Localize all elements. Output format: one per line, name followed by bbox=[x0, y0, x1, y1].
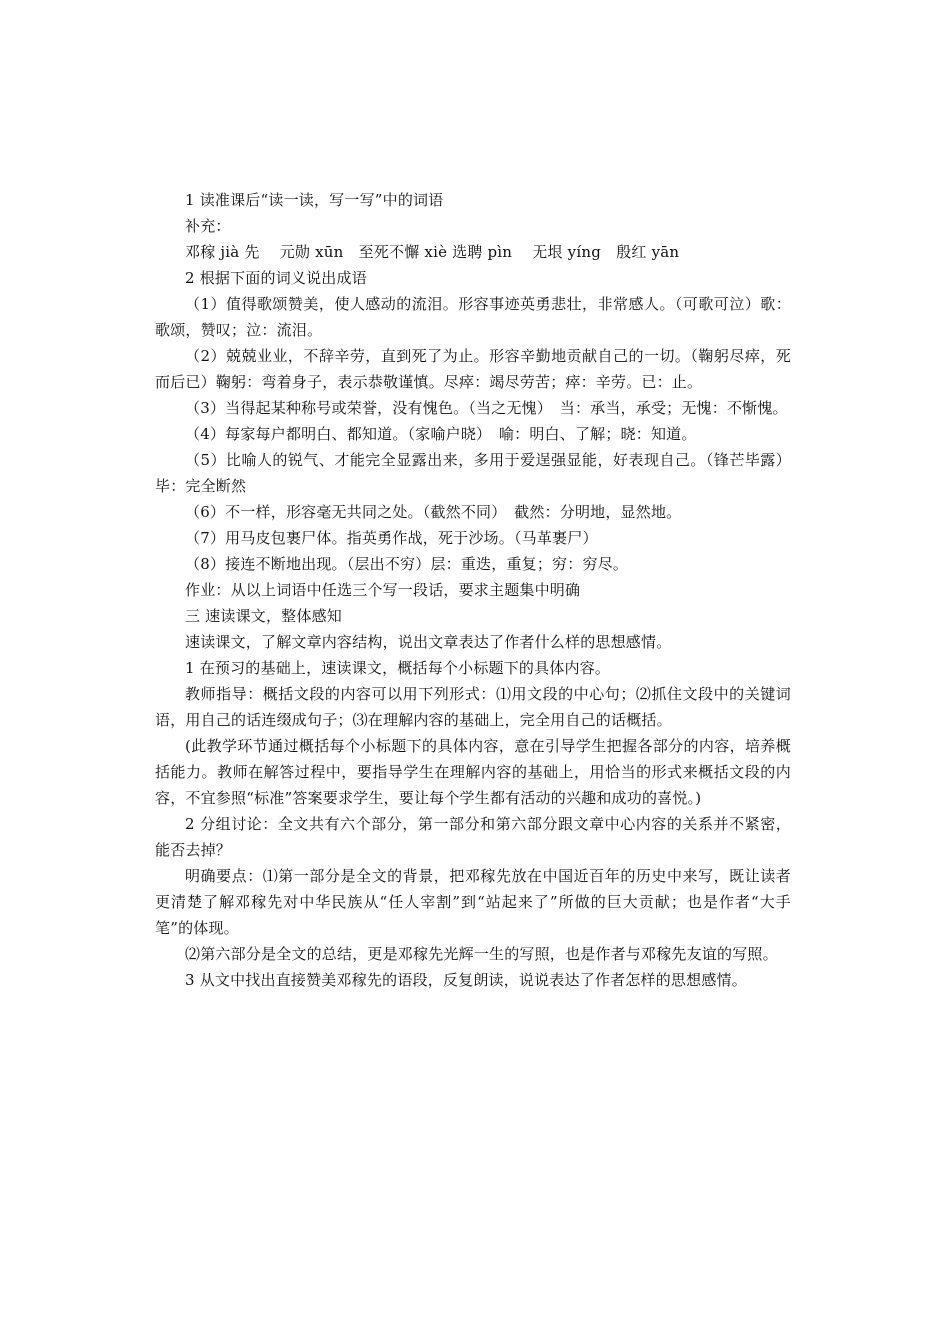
section3-intro: 速读课文，了解文章内容结构，说出文章表达了作者什么样的思想感情。 bbox=[185, 633, 672, 651]
teaching-note: (此教学环节通过概括每个小标题下的具体内容，意在引导学生把握各部分的内容，培养概括能力。教师在解答过程中，要指导学生在理解内容的基础上，用恰当的形式来概括文段的内容，不宜参照“标准”答案要求学生，要让每个学生都有活动的兴趣和成功的喜悦。) bbox=[155, 737, 791, 807]
idiom-item-7: （7）用马皮包裹尸体。指英勇作战，死于沙场。（马革裹尸） bbox=[185, 529, 598, 547]
document-body bbox=[155, 187, 791, 993]
idiom-item-6: （6）不一样，形容毫无共同之处。（截然不同） 截然：分明地，显然地。 bbox=[185, 503, 682, 521]
idiom-item-1: （1）值得歌颂赞美，使人感动的流泪。形容事迹英勇悲壮，非常感人。（可歌可泣）歌：歌颂，赞叹；泣：流泪。 bbox=[155, 295, 791, 339]
key-point-1: 明确要点：⑴第一部分是全文的背景，把邓稼先放在中国近百年的历史中来写，既让读者更清楚了解邓稼先对中华民族从“任人宰割”到“站起来了”所做的巨大贡献；也是作者“大手笔”的体现。 bbox=[155, 867, 791, 937]
heading-idioms: 2 根据下面的词义说出成语 bbox=[185, 269, 367, 287]
idiom-item-8: （8）接连不断地出现。（层出不穷）层：重迭，重复；穷：穷尽。 bbox=[185, 555, 629, 573]
teacher-guide: 教师指导：概括文段的内容可以用下列形式：⑴用文段的中心句；⑵抓住文段中的关键词语，用自己的话连缀成句子；⑶在理解内容的基础上，完全用自己的话概括。 bbox=[155, 685, 791, 729]
idiom-item-3: （3）当得起某种称号或荣誉，没有愧色。（当之无愧） 当：承当，承受；无愧：不惭愧。 bbox=[185, 399, 788, 417]
idiom-item-5: （5）比喻人的锐气、才能完全显露出来，多用于爱逞强显能，好表现自己。（锋芒毕露）毕：完全断然 bbox=[155, 451, 791, 495]
pinyin-words: 邓稼 jià 先 元勋 xūn 至死不懈 xiè 选聘 pìn 无垠 yíng 殷红 yān bbox=[185, 243, 680, 261]
key-point-2: ⑵第六部分是全文的总结，更是邓稼先光辉一生的写照，也是作者与邓稼先友谊的写照。 bbox=[185, 945, 778, 963]
heading-read-words: 1 读准课后“读一读，写一写”中的词语 bbox=[185, 191, 444, 209]
idiom-item-4: （4）每家每户都明白、都知道。（家喻户晓） 喻：明白、了解；晓：知道。 bbox=[185, 425, 697, 443]
task-2: 2 分组讨论：全文共有六个部分，第一部分和第六部分跟文章中心内容的关系并不紧密，能否去掉？ bbox=[155, 815, 791, 859]
section3-heading: 三 速读课文，整体感知 bbox=[185, 607, 342, 625]
homework-text: 作业：从以上词语中任选三个写一段话，要求主题集中明确 bbox=[185, 581, 581, 599]
supplement-label: 补充： bbox=[185, 217, 231, 235]
task-1: 1 在预习的基础上，速读课文，概括每个小标题下的具体内容。 bbox=[185, 659, 611, 677]
idiom-item-2: （2）兢兢业业，不辞辛劳，直到死了为止。形容辛勤地贡献自己的一切。（鞠躬尽瘁，死而后已）鞠躬：弯着身子，表示恭敬谨慎。尽瘁：竭尽劳苦；瘁：辛劳。已：止。 bbox=[155, 347, 791, 391]
task-3: 3 从文中找出直接赞美邓稼先的语段，反复朗读，说说表达了作者怎样的思想感情。 bbox=[185, 971, 747, 989]
